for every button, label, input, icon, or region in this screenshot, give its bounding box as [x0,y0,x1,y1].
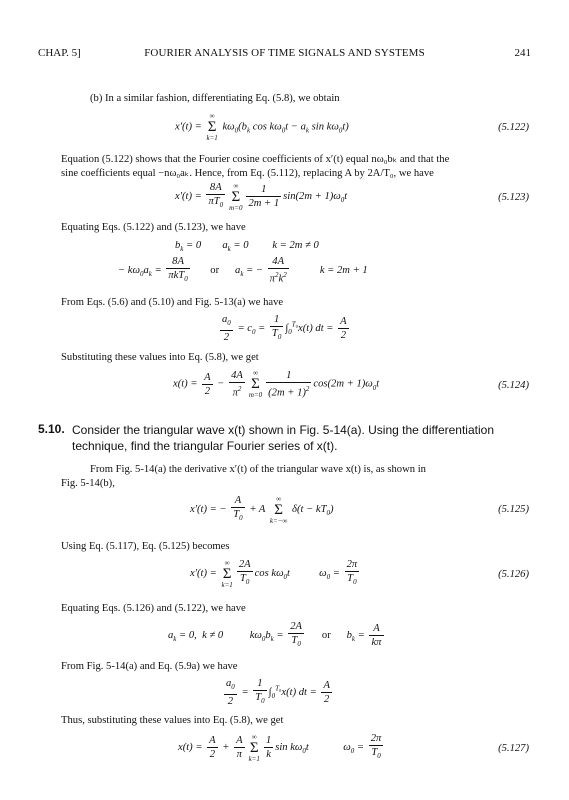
page-number: 241 [514,47,531,59]
problem-line: technique, find the triangular Fourier series of x(t). [72,439,338,453]
paragraph: Fig. 5-14(b), [61,478,115,489]
or-text: or [321,630,331,641]
eq-number: (5.125) [498,504,529,515]
equation-5-127: x(t) = $\frac{A}{2}$ + $\frac{A}{\pi}$ ∞ Σ k=1 $\frac{1}{k}$ $\sin k\omega_0t$ $\omega_0$ = $\frac{2\pi}{T_0}$ [178,732,382,763]
problem-number: 5.10. [38,422,65,436]
running-title: FOURIER ANALYSIS OF TIME SIGNALS AND SYSTEMS [144,47,425,59]
paragraph: From Eqs. (5.6) and (5.10) and Fig. 5-13(a) we have [61,297,284,308]
problem-statement [72,422,531,454]
equation-coefficients-2: − $k\omega_0a_k$ = $\frac{8A}{\pi kT_0}$ or $a_k$ = − $\frac{4A}{\pi^2k^2}$ k = 2m + 1 [118,256,368,285]
equation-coefficients-3: $a_k = 0$, k ≠ 0 $k\omega_0b_k$ = $\frac{2A}{T_0}$ or $b_k$ = $\frac{A}{k\pi}$ [168,621,382,649]
eq-number: (5.124) [498,380,529,391]
problem-line: Consider the triangular wave x(t) shown in Fig. 5-14(a). Using the differentiation [72,423,494,437]
paragraph: Equating Eqs. (5.126) and (5.122), we have [61,603,246,614]
equation-5-126: x′(t) = ∞ Σ k=1 $\frac{2A}{T_0}$ $\cos k\omega_0t$ $\omega_0$ = $\frac{2\pi}{T_0}$ [190,558,358,589]
paragraph: Equating Eqs. (5.122) and (5.123), we have [61,222,246,233]
equation-5-125: x′(t) = − $\frac{A}{T_0}$ + A ∞ Σ k=−∞ $\delta(t - kT_0)$ [190,494,334,525]
eq-number: (5.127) [498,743,529,754]
equation-coefficients-1: $b_k = 0$ $a_k = 0$ k = 2m ≠ 0 [175,240,319,254]
paragraph: Equation (5.122) shows that the Fourier cosine coefficients of x′(t) equal nω₀bₖ and that the [61,154,450,165]
equation-5-122: x′(t) = ∞ Σ k=1 $k\omega_0(b_k$ $\cos k\omega_0t - a_k$ $\sin k\omega_0t$) [175,112,349,142]
paragraph: Substituting these values into Eq. (5.8), we get [61,352,259,363]
chapter-label: CHAP. 5] [38,47,81,59]
or-text: or [210,265,220,276]
page-header [38,47,531,61]
paragraph: Using Eq. (5.117), Eq. (5.125) becomes [61,541,230,552]
eq-number: (5.123) [498,192,529,203]
equation-a0: $\frac{a_0}{2}$ = $c_0$ = $\frac{1}{T_0}$ $\int_0^{T_0}x(t)$ dt = $\frac{A}{2}$ [222,314,347,344]
eq-number: (5.122) [498,122,529,133]
paragraph: From Fig. 5-14(a) and Eq. (5.9a) we have [61,661,238,672]
equation-a0-2: $\frac{a_0}{2}$ = $\frac{1}{T_0}$ $\int_0^{T_0}x(t)$ dt = $\frac{A}{2}$ [226,678,330,708]
equation-5-124: x(t) = $\frac{A}{2}$ − $\frac{4A}{\pi^2}$ ∞ Σ m=0 $\frac{1}{(2m + 1)^2}$ $\cos(2m + 1)\omega_0t$ [173,369,380,400]
eq-number: (5.126) [498,569,529,580]
paragraph: Thus, substituting these values into Eq. (5.8), we get [61,715,284,726]
part-b-intro: (b) In a similar fashion, differentiating Eq. (5.8), we obtain [90,93,340,104]
equation-5-123: x′(t) = $\frac{8A}{\pi T_0}$ ∞ Σ m=0 $\frac{1}{2m + 1}$ $\sin(2m + 1)\omega_0t$ [175,181,348,212]
paragraph: From Fig. 5-14(a) the derivative x′(t) of the triangular wave x(t) is, as shown in [90,464,426,475]
paragraph: sine coefficients equal −nω₀aₖ. Hence, from Eq. (5.112), replacing A by 2A/T₀, we have [61,168,434,179]
